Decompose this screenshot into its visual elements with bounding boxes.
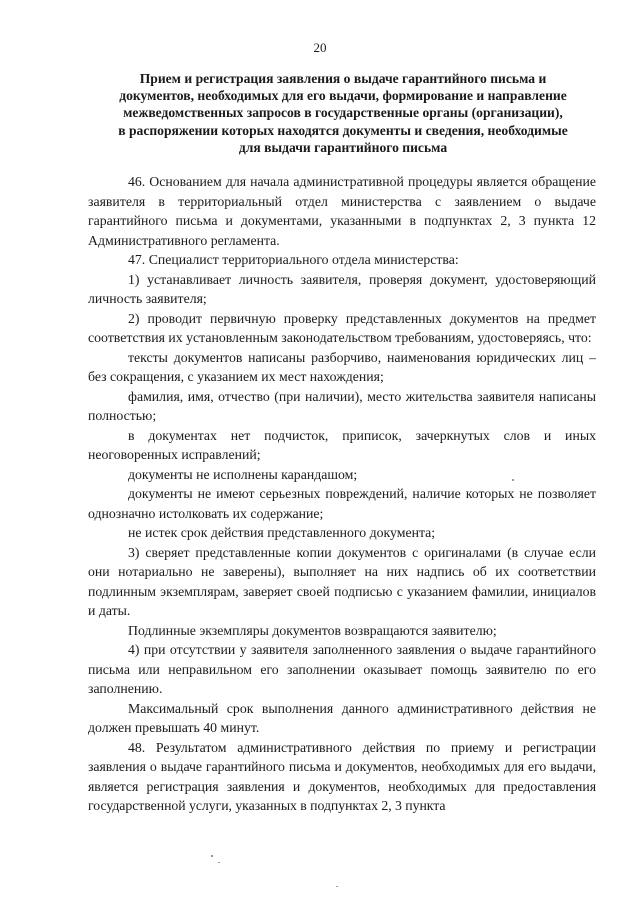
scan-speck: [211, 855, 213, 857]
scan-speck: [512, 479, 514, 481]
condition-item: фамилия, имя, отчество (при наличии), место жительства заявителя написаны полностью;: [88, 388, 596, 423]
heading-line: в распоряжении которых находятся документы и сведения, необходимые: [118, 122, 568, 138]
condition-item: документы не исполнены карандашом;: [128, 466, 358, 482]
paragraph-48: 48. Результатом административного действия по приему и регистрации заявления о выдаче гарантийного письма и документов, необходимых для его выдачи, является регистрация заявления и документов, необходимых для предоставления государственной услуги, указанных в подпунктах 2, 3 пункта: [88, 739, 596, 813]
condition-item: тексты документов написаны разборчиво, наименования юридических лиц – без сокращения, с указанием их мест нахождения;: [88, 349, 596, 384]
list-item-2: 2) проводит первичную проверку представленных документов на предмет соответствия их установленным законодательством требованиям, удостоверяясь, что:: [88, 310, 596, 345]
list-item-4: 4) при отсутствии у заявителя заполненного заявления о выдаче гарантийного письма или неправильном его заполнении оказывает помощь заявителю по его заполнению.: [88, 642, 596, 696]
condition-item: документы не имеют серьезных повреждений, наличие которых не позволяет однозначно истолковать их содержание;: [88, 486, 596, 521]
heading-line: межведомственных запросов в государственные органы (организации),: [123, 105, 563, 121]
paragraph-46: 46. Основанием для начала административной процедуры является обращение заявителя в территориальный отдел министерства с заявлением о выдаче гарантийного письма и документами, указанными в подпунктах 2, 3 пункта 12 Административного регламента.: [88, 174, 596, 248]
list-item-1: 1) устанавливает личность заявителя, проверяя документ, удостоверяющий личность заявителя;: [88, 271, 596, 306]
condition-item: не истек срок действия представленного документа;: [128, 525, 436, 540]
section-heading: [88, 70, 598, 156]
scan-speck: [218, 862, 220, 863]
list-item-3: 3) сверяет представленные копии документов с оригиналами (в случае если они нотариально не заверены), выполняет на них надпись об их соответствии подлинным экземплярам, заверяет своей подписью с указанием фамилии, инициалов и даты.: [88, 544, 596, 618]
paragraph-47: 47. Специалист территориального отдела министерства:: [128, 252, 459, 267]
page-number: 20: [313, 40, 327, 55]
heading-line: для выдачи гарантийного письма: [238, 139, 448, 155]
paragraph-originals: Подлинные экземпляры документов возвращаются заявителю;: [128, 622, 497, 638]
document-body: [88, 172, 596, 816]
heading-line: документов, необходимых для его выдачи, формирование и направление: [119, 88, 567, 104]
heading-line: Прием и регистрация заявления о выдаче гарантийного письма и: [139, 71, 547, 86]
paragraph-max-time: Максимальный срок выполнения данного административного действия не должен превышать 40 минут.: [88, 700, 596, 735]
scan-speck: [336, 886, 338, 887]
condition-item: в документах нет подчисток, приписок, зачеркнутых слов и иных неоговоренных исправлений;: [88, 427, 596, 462]
